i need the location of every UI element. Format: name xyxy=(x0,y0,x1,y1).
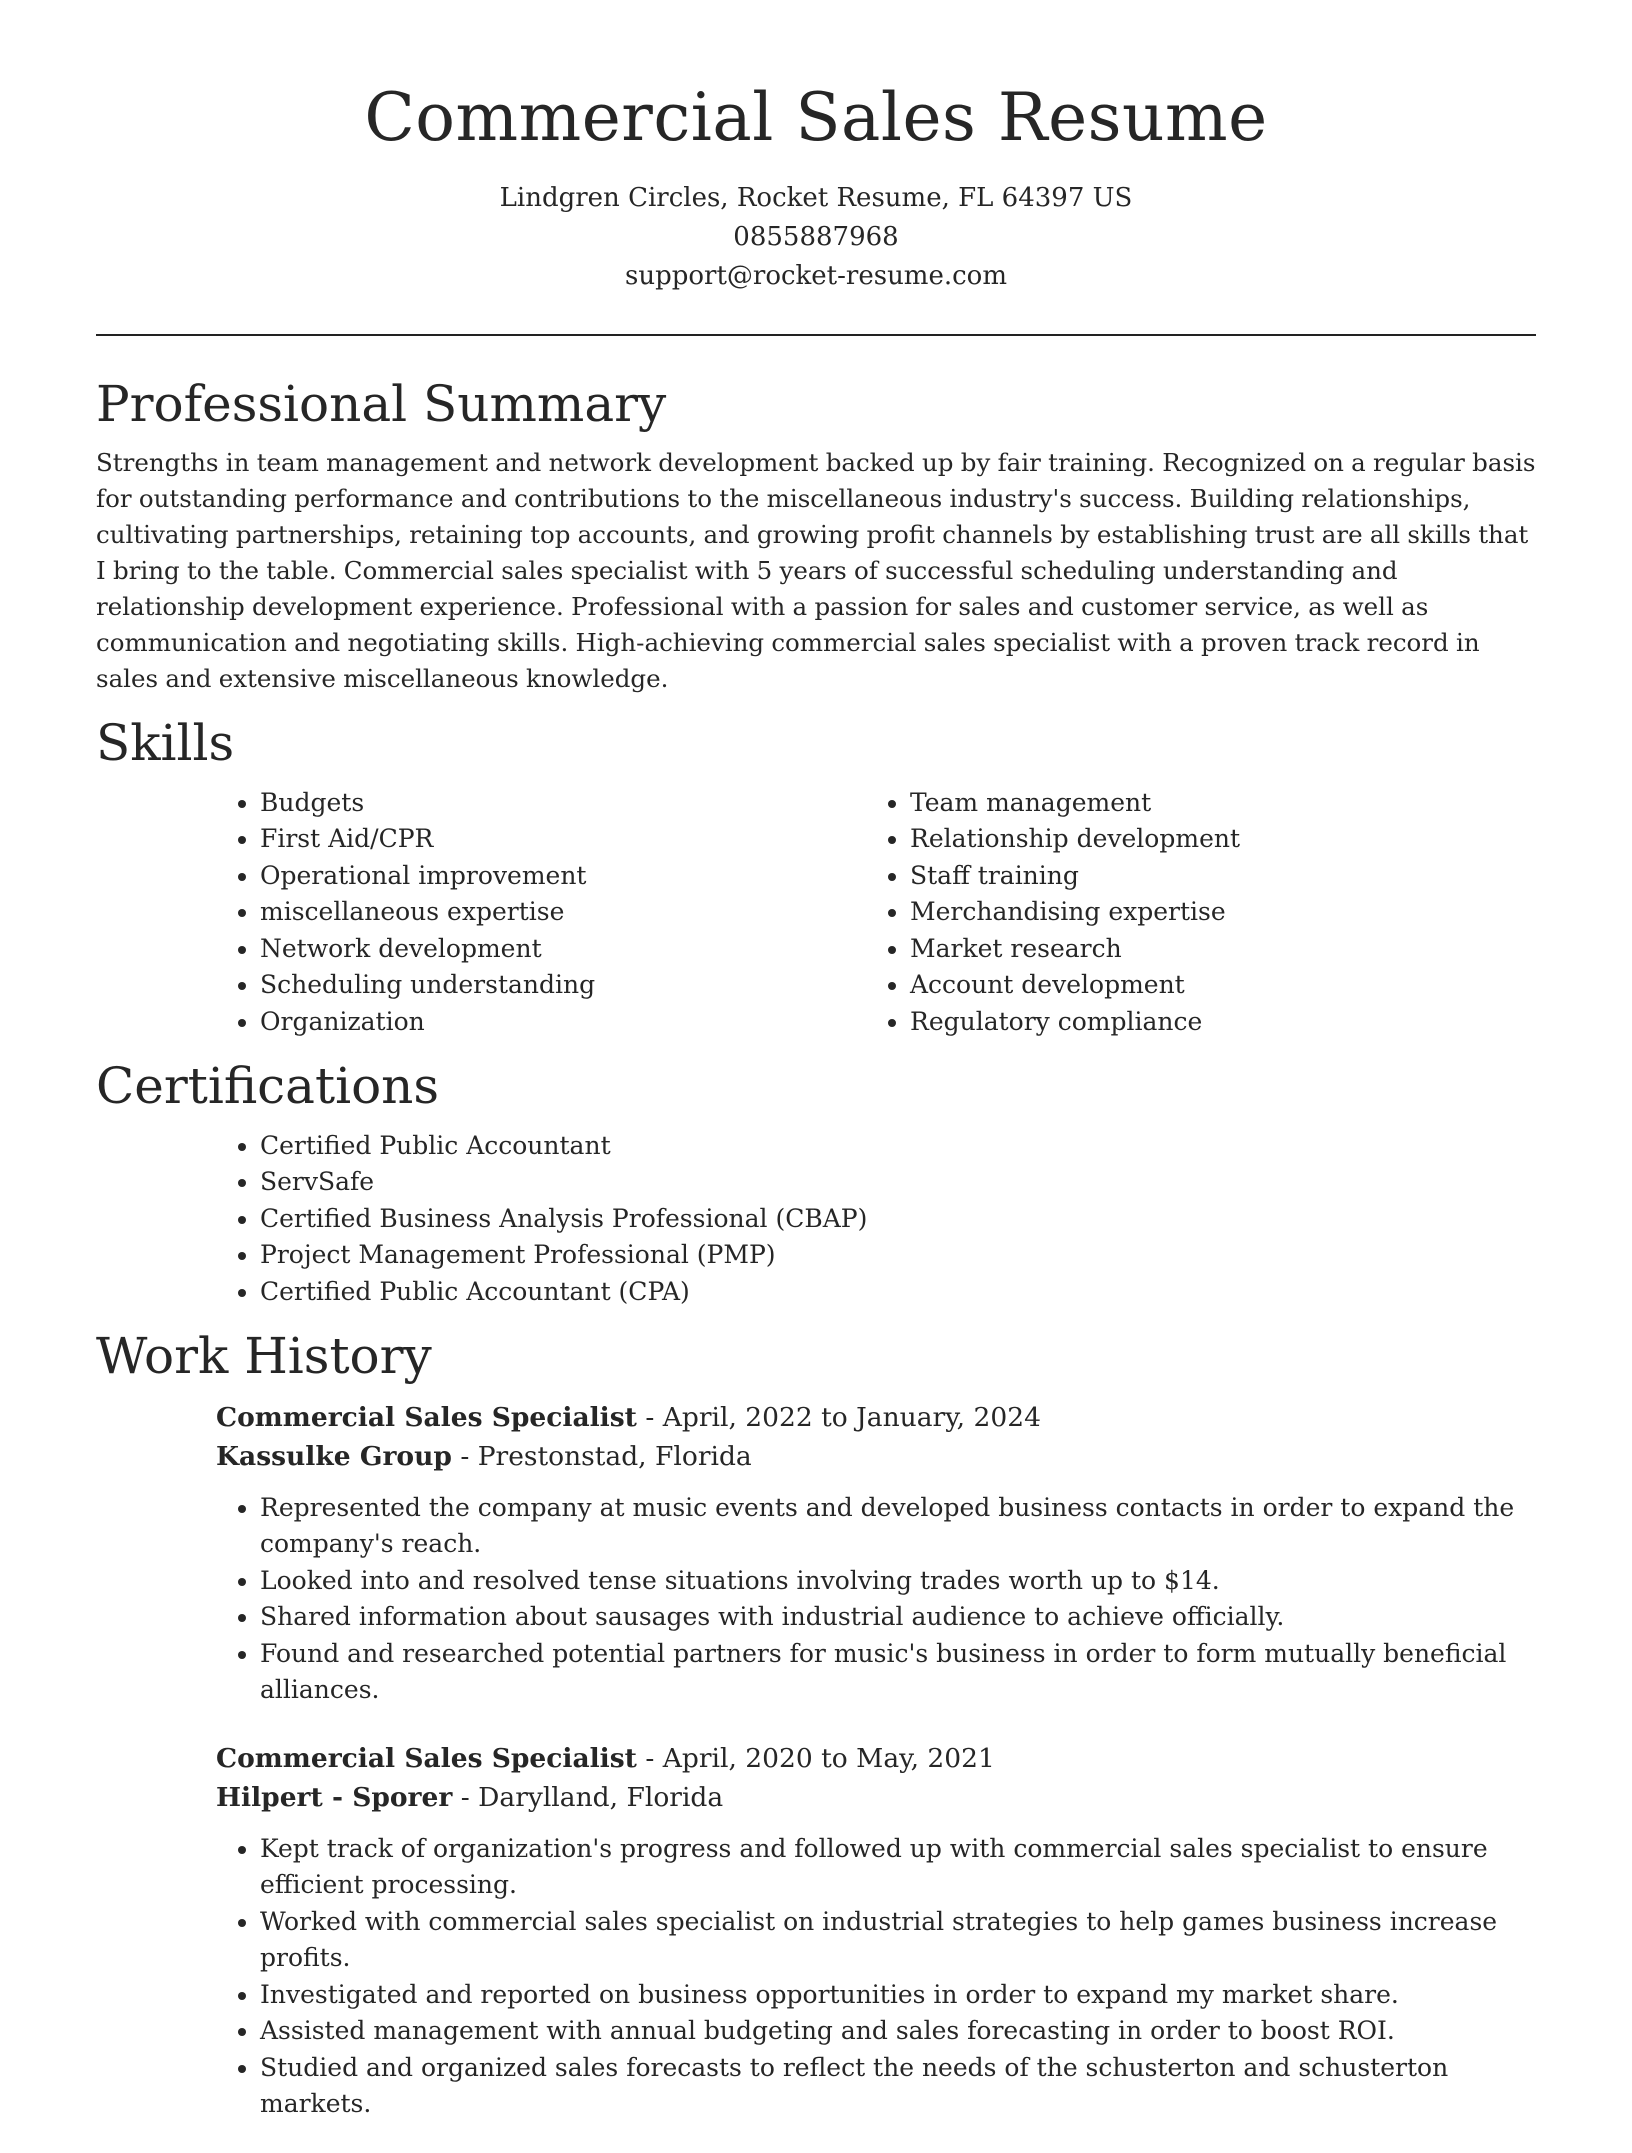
job-company: Hilpert - Sporer xyxy=(216,1781,453,1813)
job-duty: • Worked with commercial sales specialist on industrial strategies to help games business increase profits. xyxy=(260,1904,1536,1977)
certifications-section xyxy=(96,1058,1536,1310)
skill-item: • Budgets xyxy=(260,785,866,822)
work-history-section xyxy=(96,1328,1536,2123)
job-duty: • Looked into and resolved tense situations involving trades worth up to $14. xyxy=(260,1563,1536,1600)
skill-item: • Network development xyxy=(260,931,866,968)
phone: 0855887968 xyxy=(733,221,899,252)
address: Lindgren Circles, Rocket Resume, FL 64397 US xyxy=(499,182,1133,213)
job-location: - Prestonstad, Florida xyxy=(451,1440,752,1472)
job-duty: • Studied and organized sales forecasts to reflect the needs of the schusterton and schusterton markets. xyxy=(260,2050,1536,2123)
skill-item: • Scheduling understanding xyxy=(260,967,866,1004)
skills-section xyxy=(96,715,1536,1040)
job-dates: - April, 2020 to May, 2021 xyxy=(636,1742,995,1774)
certification-item: • Project Management Professional (PMP) xyxy=(260,1237,1536,1274)
job-dates: - April, 2022 to January, 2024 xyxy=(636,1401,1041,1433)
skill-item: • Operational improvement xyxy=(260,858,866,895)
skills-heading: Skills xyxy=(96,714,235,773)
skill-item: • Relationship development xyxy=(910,821,1516,858)
header-divider xyxy=(96,334,1536,336)
job-duty: • Represented the company at music events and developed business contacts in order to expand the company's reach. xyxy=(260,1490,1536,1563)
job-location: - Darylland, Florida xyxy=(452,1781,724,1813)
skill-item: • Market research xyxy=(910,931,1516,968)
certifications-heading: Certifications xyxy=(96,1057,440,1116)
skill-item: • Merchandising expertise xyxy=(910,894,1516,931)
email: support@rocket-resume.com xyxy=(624,260,1007,291)
summary-heading: Professional Summary xyxy=(96,374,667,433)
skill-item: • Account development xyxy=(910,967,1516,1004)
skill-item: • Staff training xyxy=(910,858,1516,895)
skill-item: • Organization xyxy=(260,1004,866,1041)
job-title: Commercial Sales Specialist xyxy=(216,1742,637,1774)
job-title-line xyxy=(216,1398,1536,1437)
job-company-line xyxy=(216,1437,1536,1476)
skill-item: • First Aid/CPR xyxy=(260,821,866,858)
job-duties-list xyxy=(216,1490,1536,1709)
job-title: Commercial Sales Specialist xyxy=(216,1401,637,1433)
skills-column-left xyxy=(216,785,866,1041)
resume-page xyxy=(96,0,1536,2153)
certification-item: • Certified Business Analysis Professional (CBAP) xyxy=(260,1201,1536,1238)
job-company: Kassulke Group xyxy=(216,1440,452,1472)
job-duty: • Investigated and reported on business opportunities in order to expand my market share. xyxy=(260,1977,1536,2014)
job-company-line xyxy=(216,1778,1536,1817)
skills-column-right xyxy=(866,785,1516,1041)
resume-title: Commercial Sales Resume xyxy=(364,79,1268,156)
skills-list xyxy=(216,785,1536,1041)
job-title-line xyxy=(216,1739,1536,1778)
job-duty: • Shared information about sausages with industrial audience to achieve officially. xyxy=(260,1599,1536,1636)
certification-item: • ServSafe xyxy=(260,1164,1536,1201)
job-entry xyxy=(216,1398,1536,1709)
job-duty: • Kept track of organization's progress and followed up with commercial sales specialist to ensure efficient processing. xyxy=(260,1831,1536,1904)
job-duties-list xyxy=(216,1831,1536,2123)
summary-text: Strengths in team management and network development backed up by fair training. Recognized on a regular basis for outstanding performance and contributions to the miscellaneous industry's success. Building relationships, cultivating partnerships, retaining top accounts, and growing profit channels by establishing trust are all skills that I bring to the table. Commercial sales specialist with 5 years of successful scheduling understanding and relationship development experience. Professional with a passion for sales and customer service, as well as communication and negotiating skills. High-achieving commercial sales specialist with a proven track record in sales and extensive miscellaneous knowledge. xyxy=(96,448,1536,694)
work-history-heading: Work History xyxy=(96,1327,432,1386)
certifications-list xyxy=(216,1128,1536,1311)
resume-header xyxy=(96,0,1536,296)
certification-item: • Certified Public Accountant xyxy=(260,1128,1536,1165)
job-entry xyxy=(216,1739,1536,2123)
skill-item: • Team management xyxy=(910,785,1516,822)
job-duty: • Found and researched potential partners for music's business in order to form mutually beneficial alliances. xyxy=(260,1636,1536,1709)
skill-item: • Regulatory compliance xyxy=(910,1004,1516,1041)
skill-item: • miscellaneous expertise xyxy=(260,894,866,931)
summary-section xyxy=(96,376,1536,698)
job-duty: • Assisted management with annual budgeting and sales forecasting in order to boost ROI. xyxy=(260,2013,1536,2050)
certification-item: • Certified Public Accountant (CPA) xyxy=(260,1274,1536,1311)
